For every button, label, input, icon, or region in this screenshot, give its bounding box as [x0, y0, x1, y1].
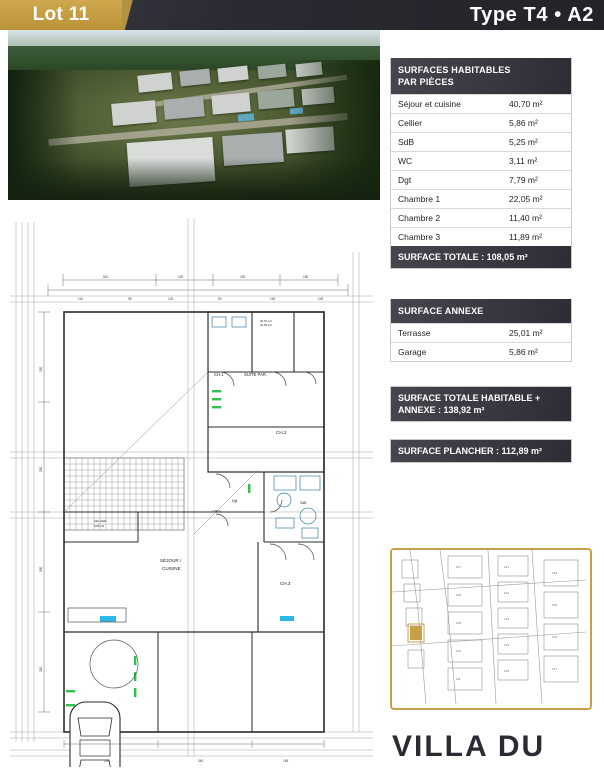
svg-text:110: 110: [78, 297, 84, 301]
photo-pool: [238, 113, 255, 121]
plan-terrasse-hatch: [64, 458, 184, 530]
box-surface-plancher: [390, 439, 572, 463]
site-map-drawing: [392, 550, 586, 704]
row-value: 22,05 m²: [509, 194, 543, 204]
table-row: [391, 113, 571, 132]
total-habitable-annexe-bar: [391, 387, 571, 421]
row-label: Chambre 2: [398, 213, 441, 223]
footer-logo: VILLA DU: [392, 730, 546, 763]
row-label: Chambre 3: [398, 232, 441, 242]
room-label-dgt: Dgt: [232, 499, 238, 503]
svg-text:210: 210: [39, 666, 43, 672]
room-label-cuisine: CUISINE: [162, 566, 181, 571]
table-header-line1: SURFACES HABITABLES: [398, 65, 511, 75]
photo-vignette-bottom: [8, 158, 380, 200]
svg-text:95: 95: [128, 297, 132, 301]
plan-room-labels: [94, 319, 307, 586]
header-divider-slash: [122, 0, 162, 30]
page-header: [0, 0, 604, 30]
plan-door-swings: [216, 372, 316, 560]
table-row: [391, 94, 571, 113]
svg-text:137: 137: [552, 667, 558, 671]
svg-text:107: 107: [456, 565, 462, 569]
photo-house-roof: [211, 92, 251, 114]
room-label-sejour: SÉJOUR /: [160, 558, 182, 563]
surface-plancher-bar: SURFACE PLANCHER : 112,89 m²: [391, 440, 571, 462]
svg-text:121: 121: [504, 565, 510, 569]
table-row: [391, 323, 571, 342]
table-row: [391, 208, 571, 227]
table-header-habitable: [391, 58, 571, 94]
row-label: Séjour et cuisine: [398, 99, 461, 109]
svg-text:120: 120: [168, 297, 174, 301]
svg-text:300: 300: [39, 566, 43, 572]
site-map-lot-highlight: [410, 626, 422, 640]
table-row: [391, 151, 571, 170]
svg-text:510: 510: [103, 275, 109, 279]
svg-text:108: 108: [456, 593, 462, 597]
floor-plan: [8, 212, 380, 767]
row-value: 3,11 m²: [509, 156, 538, 166]
plan-blue-markers: [100, 616, 294, 622]
table-row: [391, 132, 571, 151]
photo-house-roof: [137, 72, 173, 92]
table-row: [391, 342, 571, 361]
row-value: 5,86 m²: [509, 347, 538, 357]
total-line2: ANNEXE : 138,92 m²: [398, 405, 485, 415]
plan-dimension-labels-left: [39, 366, 43, 672]
svg-text:125: 125: [504, 669, 510, 673]
total-line1: SURFACE TOTALE HABITABLE +: [398, 393, 541, 403]
aerial-photo: [8, 30, 380, 200]
table-row: [391, 170, 571, 189]
svg-text:136: 136: [552, 635, 558, 639]
svg-text:140: 140: [270, 297, 276, 301]
row-value: 40,70 m²: [509, 99, 543, 109]
room-label-suite: SUITE PAR.: [244, 372, 267, 377]
svg-text:90: 90: [218, 297, 222, 301]
floor-plan-drawing: [8, 212, 380, 767]
note-area-2: 22,05 m2: [260, 323, 272, 327]
table-header-annexe: SURFACE ANNEXE: [391, 299, 571, 323]
room-label-ch3: CH.3: [280, 581, 291, 586]
svg-text:123: 123: [504, 617, 510, 621]
room-label-cellier: CELLIER: [94, 519, 107, 523]
table-surfaces-habitables: [390, 58, 572, 269]
row-value: 25,01 m²: [509, 328, 543, 338]
room-label-sdb: SdB: [300, 501, 307, 505]
photo-house-roof: [163, 96, 205, 119]
svg-text:135: 135: [552, 603, 558, 607]
svg-text:230: 230: [240, 275, 246, 279]
svg-text:165: 165: [283, 759, 289, 763]
svg-text:124: 124: [504, 643, 510, 647]
row-label: WC: [398, 156, 413, 166]
plan-car: [70, 702, 120, 767]
site-map: [390, 548, 592, 710]
row-label: Cellier: [398, 118, 423, 128]
row-label: Terrasse: [398, 328, 431, 338]
lot-badge: Lot 11: [0, 0, 122, 30]
note-area-1: 40,70 m2: [260, 319, 272, 323]
svg-text:122: 122: [504, 591, 510, 595]
surface-totale-bar: SURFACE TOTALE : 108,05 m²: [391, 246, 571, 268]
room-label-cellier-area: 5,86 m2: [94, 524, 105, 528]
row-value: 5,86 m²: [509, 118, 538, 128]
row-value: 7,79 m²: [509, 175, 538, 185]
table-surface-annexe: [390, 299, 572, 362]
row-value: 5,25 m²: [509, 137, 538, 147]
page-title: Type T4 • A2: [469, 4, 594, 26]
svg-text:320: 320: [39, 366, 43, 372]
svg-text:111: 111: [456, 677, 461, 681]
note-dim: 7,98 m: [212, 509, 221, 513]
table-row: [391, 189, 571, 208]
table-header-line2: PAR PIÈCES: [398, 77, 454, 87]
row-label: Garage: [398, 347, 427, 357]
row-value: 11,89 m²: [509, 232, 542, 242]
room-label-ch1: CH.1: [214, 372, 224, 377]
table-row: [391, 227, 571, 246]
svg-text:180: 180: [303, 275, 309, 279]
plan-dimension-labels: [78, 275, 324, 301]
svg-text:340: 340: [198, 759, 204, 763]
row-label: Chambre 1: [398, 194, 441, 204]
svg-text:250: 250: [39, 466, 43, 472]
photo-house-roof: [179, 68, 210, 86]
row-label: SdB: [398, 137, 415, 147]
plan-dimension-labels-bottom: [104, 759, 289, 763]
svg-text:134: 134: [552, 571, 558, 575]
box-total-habitable-annexe: [390, 386, 572, 422]
svg-text:100: 100: [318, 297, 324, 301]
svg-text:110: 110: [456, 649, 461, 653]
photo-house-roof: [111, 100, 157, 126]
svg-text:109: 109: [456, 621, 462, 625]
svg-text:195: 195: [104, 759, 110, 763]
svg-text:100: 100: [178, 275, 184, 279]
room-label-ch2: CH.2: [276, 430, 287, 435]
row-label: Dgt: [398, 175, 412, 185]
row-value: 11,40 m²: [509, 213, 542, 223]
